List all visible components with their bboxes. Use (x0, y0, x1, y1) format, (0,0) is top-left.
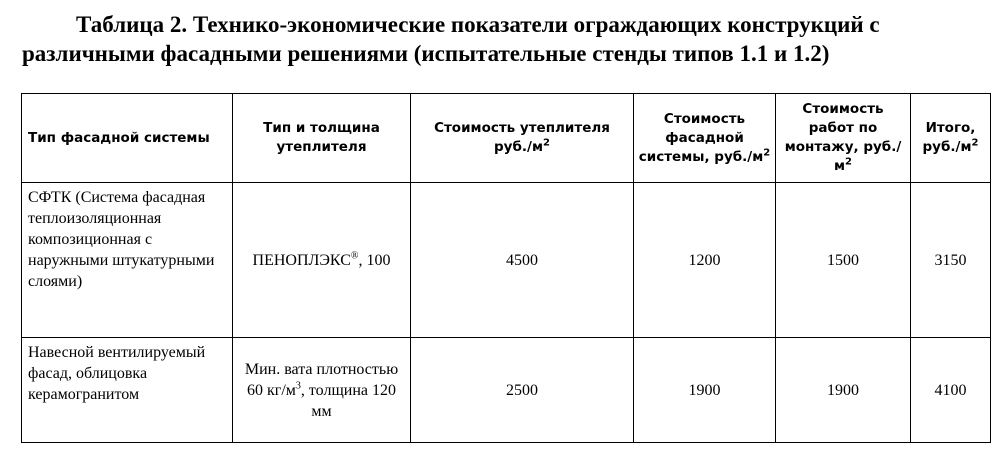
title-line-1: Таблица 2. Технико-экономические показатели ограждающих конструкций с (76, 12, 880, 37)
title-line-2: различными фасадными решениями (испытательные стенды типов 1.1 и 1.2) (22, 41, 830, 66)
page-title (22, 10, 992, 68)
cell-insulation-type: ПЕНОПЛЭКС®, 100 (233, 183, 411, 338)
table-row (22, 338, 991, 443)
cell-insulation-cost: 2500 (411, 338, 634, 443)
cell-total: 4100 (911, 338, 991, 443)
cell-insulation-type: Мин. вата плотностью 60 $кг/м^3$, толщина 120 мм (233, 338, 411, 443)
cell-install-cost: 1900 (776, 338, 911, 443)
cell-install-cost: 1500 (776, 183, 911, 338)
cell-system-type: СФТК (Система фасадная теплоизоляционная композиционная с наружными штукатурными слоями) (22, 183, 233, 338)
header-facade-cost: Стоимость фасадной системы, $руб./м^2$ (634, 94, 776, 183)
cell-total: 3150 (911, 183, 991, 338)
cell-system-type: Навесной вентилируемый фасад, облицовка керамогранитом (22, 338, 233, 443)
header-insulation-type: Тип и толщина утеплителя (233, 94, 411, 183)
cost-comparison-table (21, 93, 991, 443)
header-insulation-cost: Стоимость утеплителя $руб./м^2$ (411, 94, 634, 183)
cell-facade-cost: 1200 (634, 183, 776, 338)
header-total: Итого, $руб./м^2$ (911, 94, 991, 183)
header-system-type: Тип фасадной системы (22, 94, 233, 183)
table-header-row (22, 94, 991, 183)
cell-facade-cost: 1900 (634, 338, 776, 443)
table-row (22, 183, 991, 338)
header-install-cost: Стоимость работ по монтажу, $руб./м^2$ (776, 94, 911, 183)
cell-insulation-cost: 4500 (411, 183, 634, 338)
